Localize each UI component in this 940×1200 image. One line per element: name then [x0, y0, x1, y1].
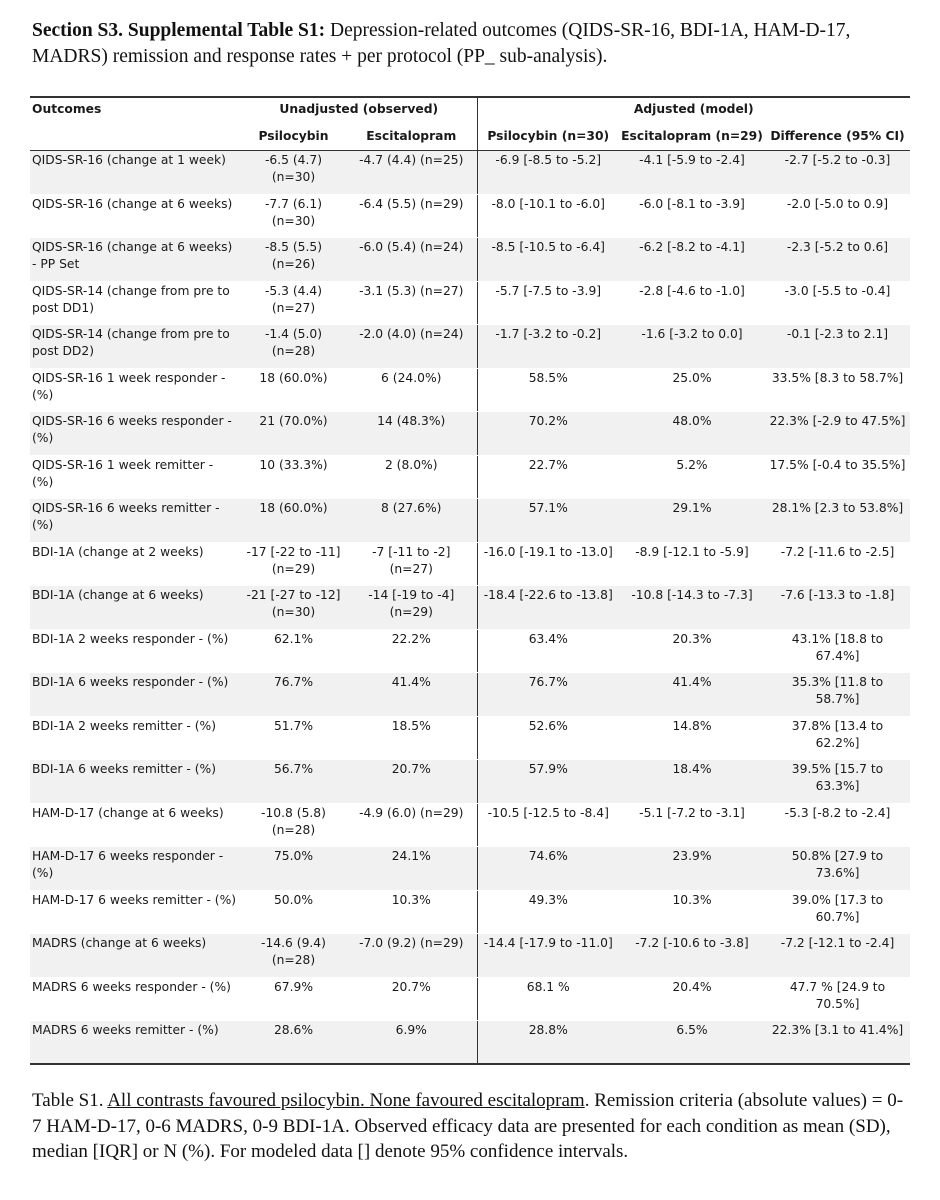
table-cell: -14 [-19 to -4] (n=29): [346, 586, 477, 630]
row-label: QIDS-SR-16 (change at 6 weeks): [30, 194, 241, 238]
table-cell: -6.2 [-8.2 to -4.1]: [619, 238, 765, 282]
table-row: [30, 716, 910, 760]
table-cell: -14.6 (9.4) (n=28): [241, 934, 346, 978]
table-cell: 50.0%: [241, 890, 346, 934]
row-label: QIDS-SR-16 (change at 1 week): [30, 151, 241, 195]
table-cell: -2.7 [-5.2 to -0.3]: [765, 151, 910, 195]
table-cell: 39.5% [15.7 to 63.3%]: [765, 760, 910, 804]
table-cell: 14 (48.3%): [346, 412, 477, 456]
table-cell: -6.9 [-8.5 to -5.2]: [477, 151, 619, 195]
table-cell: 49.3%: [477, 890, 619, 934]
table-cell: 22.7%: [477, 455, 619, 499]
row-label: BDI-1A 2 weeks responder - (%): [30, 629, 241, 673]
row-label: MADRS 6 weeks responder - (%): [30, 977, 241, 1021]
table-cell: 6 (24.0%): [346, 368, 477, 412]
table-cell: 62.1%: [241, 629, 346, 673]
table-cell: 35.3% [11.8 to 58.7%]: [765, 673, 910, 717]
row-label: BDI-1A 2 weeks remitter - (%): [30, 716, 241, 760]
table-cell: 22.3% [3.1 to 41.4%]: [765, 1021, 910, 1065]
row-label: QIDS-SR-14 (change from pre to post DD1): [30, 281, 241, 325]
table-cell: 56.7%: [241, 760, 346, 804]
table-cell: -0.1 [-2.3 to 2.1]: [765, 325, 910, 369]
table-cell: 41.4%: [346, 673, 477, 717]
table-cell: 22.3% [-2.9 to 47.5%]: [765, 412, 910, 456]
table-cell: -1.4 (5.0) (n=28): [241, 325, 346, 369]
table-cell: -21 [-27 to -12] (n=30): [241, 586, 346, 630]
row-label: QIDS-SR-14 (change from pre to post DD2): [30, 325, 241, 369]
table-row: [30, 803, 910, 847]
table-body: [30, 151, 910, 1065]
table-cell: -10.8 [-14.3 to -7.3]: [619, 586, 765, 630]
header-col-psilocybin-observed: Psilocybin: [241, 125, 346, 151]
table-cell: -6.0 [-8.1 to -3.9]: [619, 194, 765, 238]
caption-rest: . Remission criteria (absolute values) = 0-7 HAM-D-17, 0-6 MADRS, 0-9 BDI-1A. Observed efficacy data are presented for each condition as mean (SD), median [IQR] or N (%). For modeled data [] denote 95% confidence intervals.: [32, 1090, 904, 1162]
table-cell: -4.9 (6.0) (n=29): [346, 803, 477, 847]
table-cell: -7 [-11 to -2] (n=27): [346, 542, 477, 586]
table-cell: 18.4%: [619, 760, 765, 804]
table-cell: 10.3%: [346, 890, 477, 934]
table-cell: -4.7 (4.4) (n=25): [346, 151, 477, 195]
table-row: [30, 977, 910, 1021]
table-row: [30, 194, 910, 238]
table-row: [30, 1021, 910, 1065]
table-cell: 50.8% [27.9 to 73.6%]: [765, 847, 910, 891]
row-label: BDI-1A (change at 6 weeks): [30, 586, 241, 630]
section-heading: [32, 18, 912, 70]
table-cell: 75.0%: [241, 847, 346, 891]
table-cell: 17.5% [-0.4 to 35.5%]: [765, 455, 910, 499]
header-blank: [30, 125, 241, 151]
table-cell: 23.9%: [619, 847, 765, 891]
caption-underlined: All contrasts favoured psilocybin. None favoured escitalopram: [107, 1090, 585, 1111]
header-col-difference: Difference (95% CI): [765, 125, 910, 151]
header-adjusted: Adjusted (model): [477, 97, 910, 125]
header-col-psilocybin-model: Psilocybin (n=30): [477, 125, 619, 151]
supplemental-table: [30, 96, 910, 1065]
row-label: HAM-D-17 6 weeks remitter - (%): [30, 890, 241, 934]
section-heading-bold: Section S3. Supplemental Table S1:: [32, 20, 326, 41]
table-cell: -3.0 [-5.5 to -0.4]: [765, 281, 910, 325]
table-row: [30, 629, 910, 673]
table-row: [30, 368, 910, 412]
table-cell: 18 (60.0%): [241, 368, 346, 412]
table-cell: -6.0 (5.4) (n=24): [346, 238, 477, 282]
table-cell: -7.0 (9.2) (n=29): [346, 934, 477, 978]
row-label: BDI-1A 6 weeks responder - (%): [30, 673, 241, 717]
table-row: [30, 890, 910, 934]
table-cell: -10.5 [-12.5 to -8.4]: [477, 803, 619, 847]
table-cell: -8.0 [-10.1 to -6.0]: [477, 194, 619, 238]
row-label: HAM-D-17 (change at 6 weeks): [30, 803, 241, 847]
table-row: [30, 455, 910, 499]
table-cell: -14.4 [-17.9 to -11.0]: [477, 934, 619, 978]
table-cell: 39.0% [17.3 to 60.7%]: [765, 890, 910, 934]
table-cell: 70.2%: [477, 412, 619, 456]
table-cell: -2.0 (4.0) (n=24): [346, 325, 477, 369]
table-cell: -5.7 [-7.5 to -3.9]: [477, 281, 619, 325]
header-col-escitalopram-observed: Escitalopram: [346, 125, 477, 151]
row-label: BDI-1A 6 weeks remitter - (%): [30, 760, 241, 804]
table-cell: -8.5 (5.5) (n=26): [241, 238, 346, 282]
table-cell: 8 (27.6%): [346, 499, 477, 543]
table-row: [30, 151, 910, 195]
table-cell: 51.7%: [241, 716, 346, 760]
table-row: [30, 847, 910, 891]
table-cell: 52.6%: [477, 716, 619, 760]
table-cell: 67.9%: [241, 977, 346, 1021]
table-cell: 28.8%: [477, 1021, 619, 1065]
caption-prefix: Table S1.: [32, 1090, 108, 1111]
table-cell: 20.7%: [346, 760, 477, 804]
table-cell: -7.2 [-12.1 to -2.4]: [765, 934, 910, 978]
outcomes-table: [30, 96, 910, 1065]
row-label: QIDS-SR-16 (change at 6 weeks) - PP Set: [30, 238, 241, 282]
table-cell: -2.8 [-4.6 to -1.0]: [619, 281, 765, 325]
table-cell: 58.5%: [477, 368, 619, 412]
table-cell: 10.3%: [619, 890, 765, 934]
table-cell: -2.0 [-5.0 to 0.9]: [765, 194, 910, 238]
table-cell: 5.2%: [619, 455, 765, 499]
table-cell: 10 (33.3%): [241, 455, 346, 499]
table-cell: 57.1%: [477, 499, 619, 543]
header-outcomes: Outcomes: [30, 97, 241, 125]
table-cell: -1.7 [-3.2 to -0.2]: [477, 325, 619, 369]
row-label: QIDS-SR-16 1 week responder - (%): [30, 368, 241, 412]
table-cell: 33.5% [8.3 to 58.7%]: [765, 368, 910, 412]
table-row: [30, 934, 910, 978]
table-cell: 28.6%: [241, 1021, 346, 1065]
table-row: [30, 325, 910, 369]
table-cell: -7.2 [-11.6 to -2.5]: [765, 542, 910, 586]
table-cell: 76.7%: [241, 673, 346, 717]
table-cell: -17 [-22 to -11] (n=29): [241, 542, 346, 586]
table-row: [30, 281, 910, 325]
table-cell: -5.1 [-7.2 to -3.1]: [619, 803, 765, 847]
table-cell: -7.6 [-13.3 to -1.8]: [765, 586, 910, 630]
table-cell: 63.4%: [477, 629, 619, 673]
table-cell: -16.0 [-19.1 to -13.0]: [477, 542, 619, 586]
table-cell: 37.8% [13.4 to 62.2%]: [765, 716, 910, 760]
table-cell: 28.1% [2.3 to 53.8%]: [765, 499, 910, 543]
table-cell: 22.2%: [346, 629, 477, 673]
table-cell: 47.7 % [24.9 to 70.5%]: [765, 977, 910, 1021]
table-cell: 18.5%: [346, 716, 477, 760]
table-cell: -5.3 [-8.2 to -2.4]: [765, 803, 910, 847]
table-cell: -8.5 [-10.5 to -6.4]: [477, 238, 619, 282]
table-cell: -5.3 (4.4) (n=27): [241, 281, 346, 325]
table-cell: 21 (70.0%): [241, 412, 346, 456]
table-cell: 24.1%: [346, 847, 477, 891]
table-cell: 6.5%: [619, 1021, 765, 1065]
table-cell: 20.7%: [346, 977, 477, 1021]
table-cell: 6.9%: [346, 1021, 477, 1065]
table-cell: 14.8%: [619, 716, 765, 760]
table-row: [30, 586, 910, 630]
table-cell: 68.1 %: [477, 977, 619, 1021]
table-cell: 57.9%: [477, 760, 619, 804]
table-row: [30, 499, 910, 543]
table-row: [30, 238, 910, 282]
table-row: [30, 760, 910, 804]
table-cell: 74.6%: [477, 847, 619, 891]
table-row: [30, 542, 910, 586]
row-label: QIDS-SR-16 6 weeks remitter - (%): [30, 499, 241, 543]
table-cell: -1.6 [-3.2 to 0.0]: [619, 325, 765, 369]
table-cell: -8.9 [-12.1 to -5.9]: [619, 542, 765, 586]
table-cell: 20.3%: [619, 629, 765, 673]
table-cell: 2 (8.0%): [346, 455, 477, 499]
table-cell: 29.1%: [619, 499, 765, 543]
header-col-escitalopram-model: Escitalopram (n=29): [619, 125, 765, 151]
row-label: MADRS 6 weeks remitter - (%): [30, 1021, 241, 1065]
table-caption: [32, 1088, 912, 1165]
section-heading-text: Depression-related outcomes (QIDS-SR-16, BDI-1A, HAM-D-17, MADRS) remission and response rates + per protocol (PP_ sub-analysis).: [32, 20, 851, 67]
table-cell: -6.4 (5.5) (n=29): [346, 194, 477, 238]
table-cell: -7.2 [-10.6 to -3.8]: [619, 934, 765, 978]
table-cell: 76.7%: [477, 673, 619, 717]
table-row: [30, 412, 910, 456]
table-cell: -7.7 (6.1) (n=30): [241, 194, 346, 238]
row-label: HAM-D-17 6 weeks responder - (%): [30, 847, 241, 891]
table-cell: -6.5 (4.7) (n=30): [241, 151, 346, 195]
table-cell: -4.1 [-5.9 to -2.4]: [619, 151, 765, 195]
row-label: QIDS-SR-16 6 weeks responder - (%): [30, 412, 241, 456]
table-cell: 20.4%: [619, 977, 765, 1021]
header-unadjusted: Unadjusted (observed): [241, 97, 477, 125]
table-cell: -2.3 [-5.2 to 0.6]: [765, 238, 910, 282]
row-label: BDI-1A (change at 2 weeks): [30, 542, 241, 586]
table-cell: 41.4%: [619, 673, 765, 717]
table-cell: 43.1% [18.8 to 67.4%]: [765, 629, 910, 673]
row-label: QIDS-SR-16 1 week remitter - (%): [30, 455, 241, 499]
table-cell: 25.0%: [619, 368, 765, 412]
table-cell: -3.1 (5.3) (n=27): [346, 281, 477, 325]
table-cell: 48.0%: [619, 412, 765, 456]
table-cell: -18.4 [-22.6 to -13.8]: [477, 586, 619, 630]
table-cell: 18 (60.0%): [241, 499, 346, 543]
table-row: [30, 673, 910, 717]
row-label: MADRS (change at 6 weeks): [30, 934, 241, 978]
table-cell: -10.8 (5.8) (n=28): [241, 803, 346, 847]
